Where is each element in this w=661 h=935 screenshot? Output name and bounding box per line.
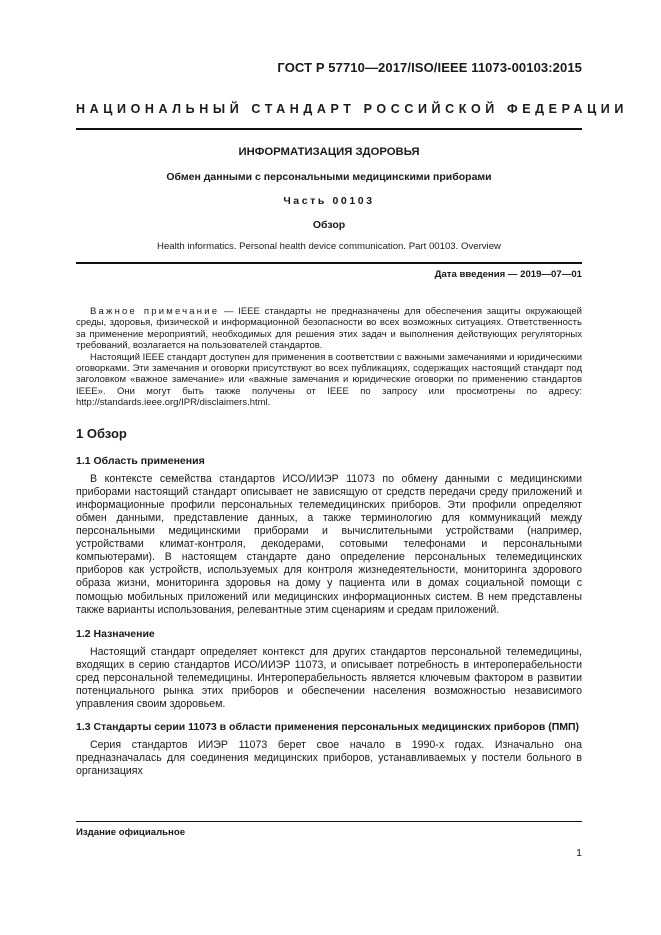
section-1-1-text: В контексте семейства стандартов ИСО/ИИЭР 11073 по обмену данными с медицинскими приборами настоящий стандарт описывает не зависящую от средств передачи среду приложений и информационные профили персональных телемедицинских приборов. Эти профили определяют обмен данными, представление данных, а также терминологию для коммуникаций между персональными медицинскими приборами и вычислительными устройствами (например, устройствами климат-контроля, декодерами, сотовыми телефонами и персональными компьютерами). В настоящем стандарте дано определение персональных телемедицинских приборов как устройств, используемых для контроля жизнедеятельности, мониторинга здорового образа жизни, мониторинга здоровья на дому у пациента или в домах социальной помощи с помощью мобильных приложений или медицинских информационных систем. В нем представлены также варианты использования, релевантные этим сценариям и средам приложений. — [76, 472, 582, 616]
document-code: ГОСТ Р 57710—2017/ISO/IEEE 11073-00103:2015 — [277, 60, 582, 75]
section-1-2-heading: 1.2 Назначение — [76, 627, 155, 640]
footer-rule — [76, 821, 582, 822]
important-note — [76, 306, 582, 352]
section-1-3-heading: 1.3 Стандарты серии 11073 в области применения персональных медицинских приборов (ПМП) — [76, 721, 580, 734]
document-body — [76, 306, 582, 778]
standard-subtitle: Обмен данными с персональными медицинскими приборами — [166, 171, 492, 183]
section-1-3-text: Серия стандартов ИИЭР 11073 берет свое начало в 1990-х годах. Изначально она предназначалась для соединения медицинских приборов, устанавливаемых у постели больного в организациях — [76, 739, 582, 778]
standard-title: ИНФОРМАТИЗАЦИЯ ЗДОРОВЬЯ — [238, 146, 420, 158]
title-rule — [76, 262, 582, 264]
national-standard-heading: НАЦИОНАЛЬНЫЙ СТАНДАРТ РОССИЙСКОЙ ФЕДЕРАЦИИ — [76, 102, 628, 116]
english-title: Health informatics. Personal health device communication. Part 00103. Overview — [157, 241, 501, 252]
part-label: Часть 00103 — [283, 195, 375, 207]
official-edition-label: Издание официальное — [76, 827, 186, 838]
header-rule — [76, 128, 582, 130]
page-number: 1 — [576, 847, 582, 859]
important-note-label: Важное примечание — [90, 306, 220, 317]
section-1-heading: 1 Обзор — [76, 425, 127, 441]
part-title: Обзор — [312, 219, 346, 231]
important-note-text: — IEEE стандарты не предназначены для обеспечения защиты окружающей среды, здоровья, физической и информационной безопасности во всех возможных ситуациях. Ответственность за применение мероприятий, необходимых для решения этих задач и выполнения действующих регуляторных требований, возлагается на пользователей стандартов. — [76, 306, 582, 352]
introduction-date: Дата введения — 2019—07—01 — [434, 269, 582, 280]
section-1-1-heading: 1.1 Область применения — [76, 454, 205, 467]
section-1-2-text: Настоящий стандарт определяет контекст для других стандартов персональной телемедицины, входящих в серию стандартов ИСО/ИИЭР 11073, и описывает потребность в интероперабельности сред персональной телемедицины. Интероперабельность является ключевым фактором в развитии потенциального рынка этих приборов и обеспечении населения возможностью независимого управления своим здоровьем. — [76, 645, 582, 711]
availability-note: Настоящий IEEE стандарт доступен для применения в соответствии с важными замечаниями и юридическими оговорками. Эти замечания и оговорки присутствуют во всех публикациях, содержащих настоящий стандарт под заголовком «важное замечание» или «важные замечания и юридические оговорки по применению стандартов IEEE». Они могут быть также получены от IEEE по запросу или просмотрены по адресу: http://standards.ieee.org/IPR/disclaimers.html. — [76, 351, 582, 409]
